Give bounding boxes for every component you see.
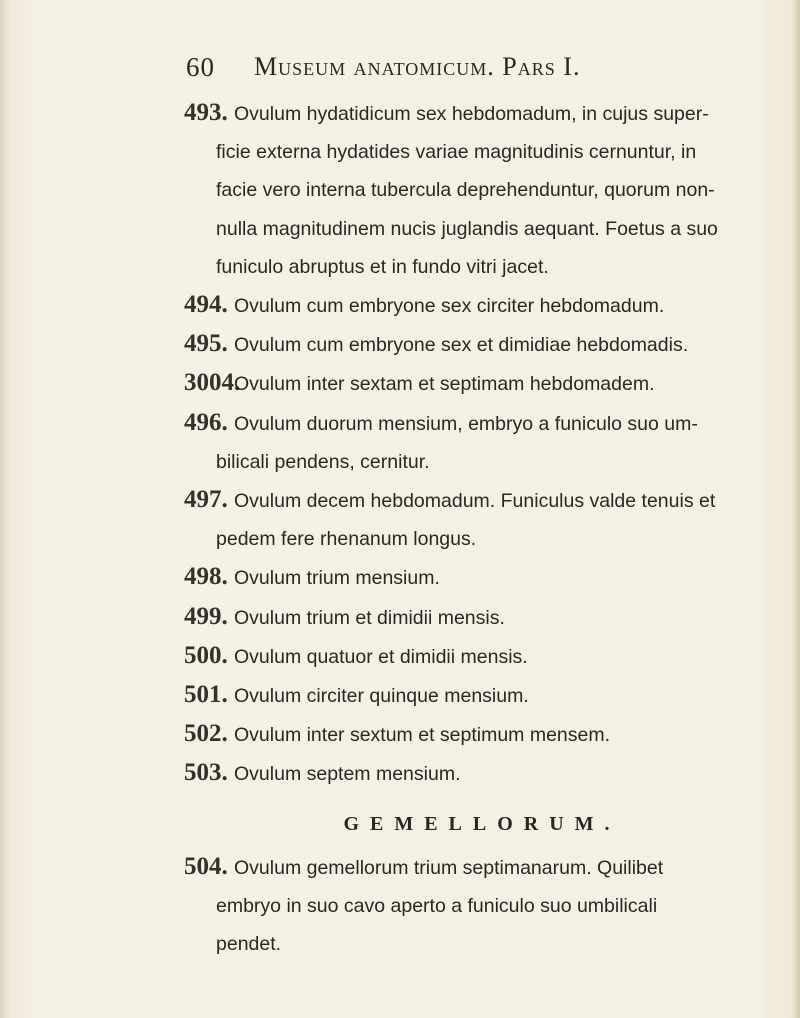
entry-text: pendet.: [216, 933, 282, 956]
entry-line: [184, 364, 780, 403]
entry-text: Ovulum decem hebdomadum. Funiculus valde tenuis et: [234, 490, 716, 513]
entry-number: 499.: [184, 602, 228, 630]
section-heading: GEMELLORUM.: [343, 812, 621, 835]
entry-line: [184, 558, 780, 597]
entry-text: facie vero interna tubercula deprehenduntur, quorum non-: [216, 179, 715, 202]
catalogue-entry: [184, 286, 780, 325]
catalogue-entry: [184, 676, 780, 715]
entry-text: nulla magnitudinem nucis juglandis aequant. Foetus a suo: [216, 217, 718, 240]
entry-line: [184, 171, 780, 209]
page-right-edge: [792, 0, 800, 1018]
entry-number: 500.: [184, 641, 228, 669]
entry-text: bilicali pendens, cernitur.: [216, 450, 430, 473]
catalogue-entry: [184, 715, 780, 754]
page-number: 60: [186, 52, 215, 82]
entry-line: [184, 848, 780, 887]
page-left-edge: [0, 0, 10, 1018]
entry-number: 503.: [184, 759, 228, 787]
running-title: Museum anatomicum. Pars I.: [254, 52, 581, 81]
entry-text: Ovulum hydatidicum sex hebdomadum, in cujus super-: [234, 103, 709, 125]
entry-text: Ovulum trium mensium.: [234, 567, 440, 590]
catalogue-entry: [184, 848, 780, 964]
entry-number: 497.: [184, 486, 228, 514]
entry-text: Ovulum gemellorum trium septimanarum. Quilibet: [234, 856, 664, 879]
catalogue-entry: [184, 598, 780, 637]
catalogue-entry: [184, 94, 780, 286]
entry-text: funiculo abruptus et in fundo vitri jacet.: [216, 255, 549, 278]
page-header: [0, 52, 800, 92]
entry-line: [184, 248, 780, 286]
catalogue-entry: [184, 325, 780, 364]
entry-text: Ovulum septem mensium.: [234, 763, 461, 786]
entry-number: 504.: [184, 852, 228, 880]
entry-text: Ovulum inter sextam et septimam hebdomadem.: [234, 373, 655, 396]
entry-text: Ovulum circiter quinque mensium.: [234, 685, 529, 708]
entry-line: [184, 887, 780, 925]
entry-text: embryo in suo cavo aperto a funiculo suo umbilicali: [216, 894, 658, 917]
entry-text: Ovulum cum embryone sex et dimidiae hebdomadis.: [234, 334, 689, 357]
entry-line: [184, 133, 780, 171]
entries-list: [184, 848, 780, 964]
entry-text: ficie externa hydatides variae magnitudinis cernuntur, in: [216, 141, 697, 164]
entry-number: 494.: [184, 291, 228, 319]
entry-line: [184, 754, 780, 793]
entry-line: [184, 404, 780, 443]
entry-line: [184, 925, 780, 963]
entry-number: 502.: [184, 720, 228, 748]
entry-text: Ovulum inter sextum et septimum mensem.: [234, 724, 611, 747]
entry-number: 495.: [184, 330, 228, 358]
entry-line: [184, 598, 780, 637]
entry-line: [184, 676, 780, 715]
entry-number: 3004.: [184, 369, 241, 397]
catalogue-entry: [184, 637, 780, 676]
entry-line: [184, 325, 780, 364]
entry-line: [184, 637, 780, 676]
entry-number: 501.: [184, 681, 228, 709]
catalogue-entry: [184, 404, 780, 481]
entry-number: 496.: [184, 408, 228, 436]
entry-text: Ovulum cum embryone sex circiter hebdomadum.: [234, 295, 665, 318]
entry-line: [184, 481, 780, 520]
entry-line: [184, 94, 780, 133]
entry-text: Ovulum quatuor et dimidii mensis.: [234, 645, 528, 668]
entry-line: [184, 286, 780, 325]
entry-line: [184, 210, 780, 248]
catalogue-entry: [184, 558, 780, 597]
catalogue-entry: [184, 754, 780, 793]
entries-list: [184, 94, 780, 794]
catalogue-entries: [184, 94, 780, 963]
entry-line: [184, 715, 780, 754]
entry-text: Ovulum duorum mensium, embryo a funiculo suo um-: [234, 412, 698, 435]
catalogue-entry: [184, 481, 780, 558]
catalogue-entry: [184, 364, 780, 403]
entry-text: Ovulum trium et dimidii mensis.: [234, 606, 505, 629]
entry-line: [184, 520, 780, 558]
entry-number: 493.: [184, 99, 228, 126]
entry-line: [184, 443, 780, 481]
entry-number: 498.: [184, 563, 228, 591]
entry-text: pedem fere rhenanum longus.: [216, 528, 477, 551]
